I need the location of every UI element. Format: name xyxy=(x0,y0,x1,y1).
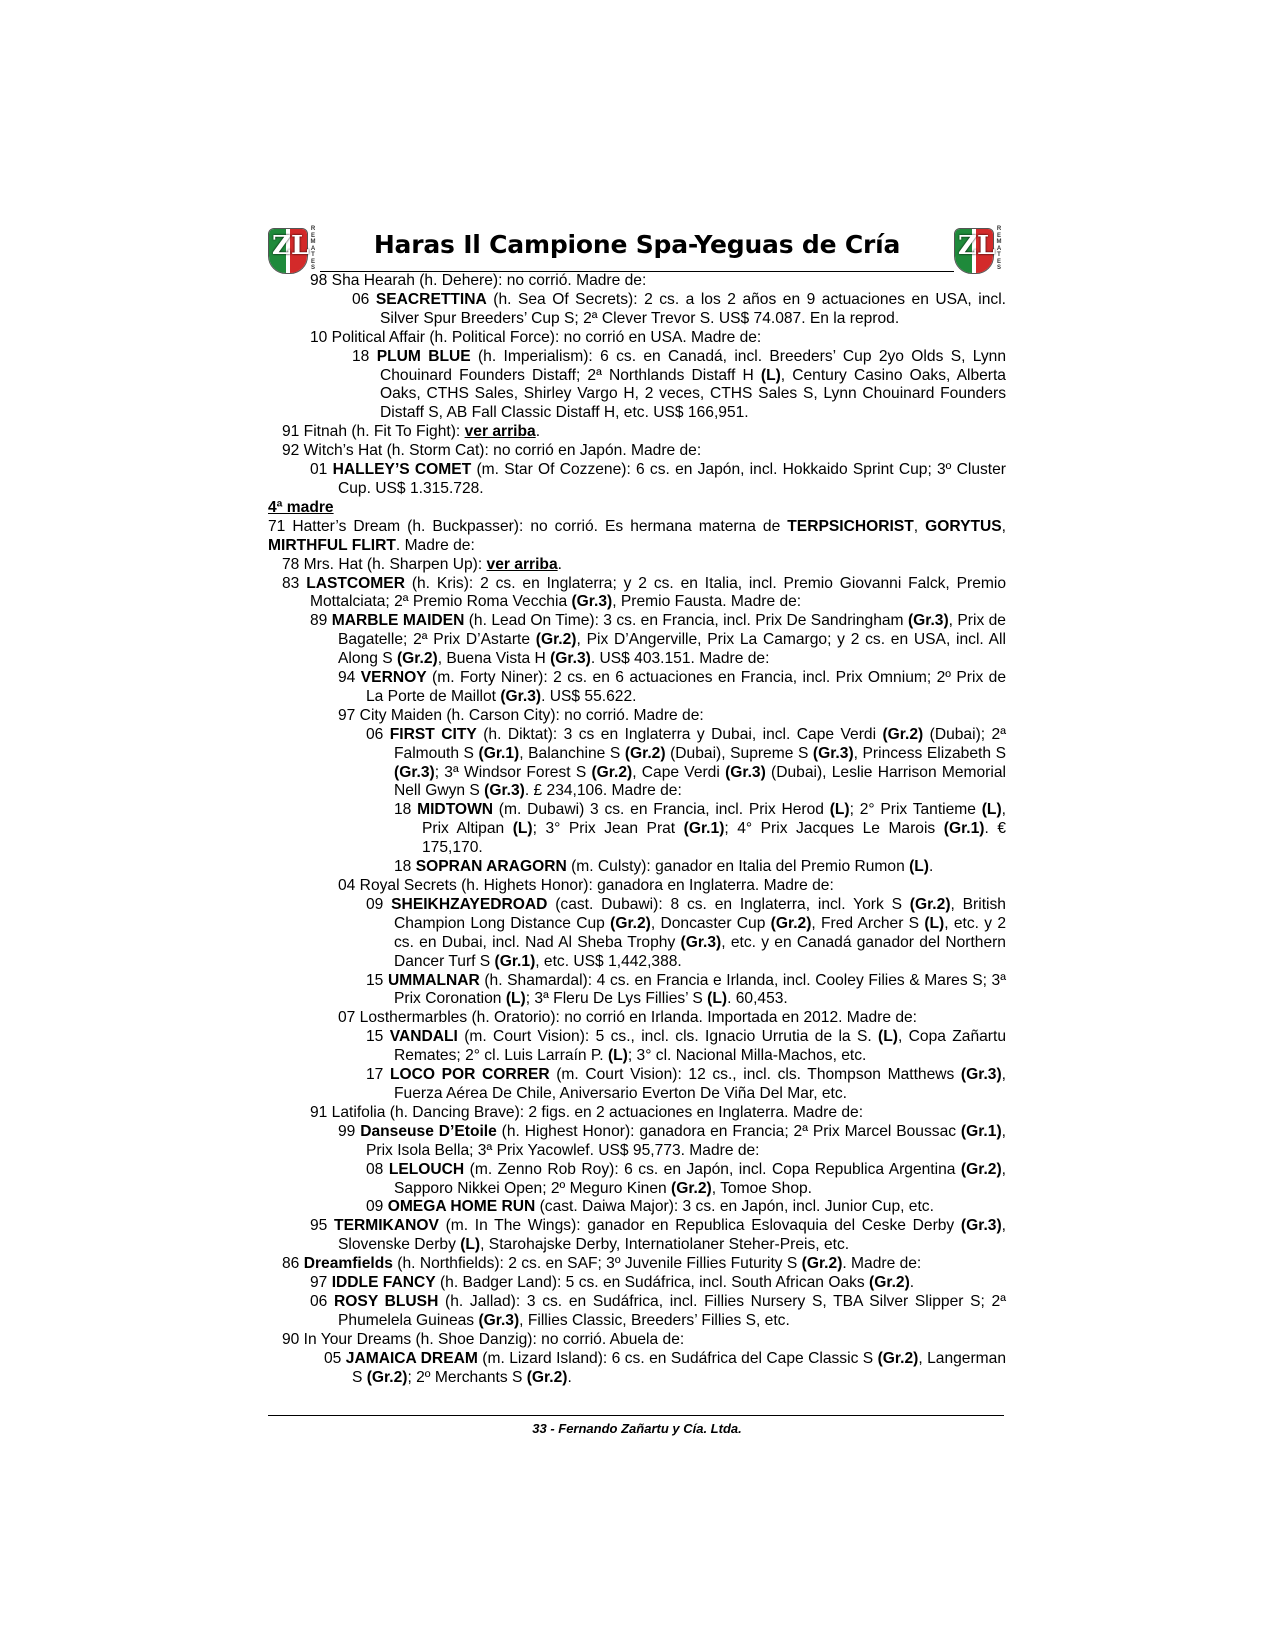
entry-text: (m. Star Of Cozzene): 6 cs. en Japón, incl. Hokkaido Sprint Cup; 3º Cluster Cup. US$ 1.315.728. xyxy=(338,461,1006,497)
horse-name-bold: (Gr.3) xyxy=(907,612,949,630)
horse-name-bold: (Gr.3) xyxy=(960,1066,1002,1084)
entry-text: 06 xyxy=(310,1292,335,1310)
entry-text: , Langerman S xyxy=(352,1349,1006,1386)
horse-name-bold: (Gr.2) xyxy=(909,895,951,913)
horse-name-bold: (Gr.2) xyxy=(366,1368,408,1386)
entry-text: , Slovenske Derby xyxy=(338,1217,1006,1254)
entry-text: (m. Zenno Rob Roy): 6 cs. en Japón, incl. Copa Republica Argentina xyxy=(464,1160,961,1178)
entry-text: 99 xyxy=(338,1122,361,1140)
pedigree-entry xyxy=(268,1274,1006,1293)
horse-name-bold: (Gr.3) xyxy=(550,650,591,668)
horse-name-bold: (Gr.2) xyxy=(610,914,651,932)
pedigree-entry xyxy=(268,1161,1006,1199)
pedigree-entry xyxy=(268,1198,1006,1217)
entry-text: , Fillies Classic, Breeders’ Fillies S, etc. xyxy=(519,1311,790,1329)
entry-text: (h. Lead On Time): 3 cs. en Francia, incl. Prix De Sandringham xyxy=(464,612,908,630)
horse-name-bold: (Gr.3) xyxy=(571,593,613,611)
horse-name-bold: (Gr.3) xyxy=(960,1217,1002,1235)
horse-name-bold: (Gr.3) xyxy=(680,933,722,951)
horse-name-bold: UMMALNAR xyxy=(387,971,480,989)
entry-text: 17 xyxy=(366,1066,390,1084)
underlined-label: 4ª madre xyxy=(268,498,334,516)
horse-name-bold: (Gr.2) xyxy=(770,914,812,932)
horse-name-bold: (L) xyxy=(981,801,1002,819)
entry-text: 92 Witch’s Hat (h. Storm Cat): no corrió en Japón. Madre de: xyxy=(282,442,702,460)
horse-name-bold: (Gr.2) xyxy=(624,744,666,762)
pedigree-entry xyxy=(268,499,1006,518)
entry-text: 06 xyxy=(352,290,376,308)
pedigree-entry xyxy=(268,272,1006,291)
entry-text: 83 xyxy=(282,574,307,592)
entry-text: (h. Diktat): 3 cs en Inglaterra y Dubai, incl. Cape Verdi xyxy=(476,725,883,743)
entry-text: . xyxy=(557,555,562,573)
horse-name-bold: GORYTUS xyxy=(925,517,1002,535)
horse-name-bold: MARBLE MAIDEN xyxy=(331,612,465,630)
horse-name-bold: (Gr.2) xyxy=(526,1368,568,1386)
entry-text: , xyxy=(1001,517,1006,535)
entry-text: ; 3° Prix Jean Prat xyxy=(532,820,684,838)
pedigree-entry xyxy=(268,707,1006,726)
entry-text: 97 xyxy=(310,1274,332,1292)
entry-text: . € 175,170. xyxy=(422,820,1006,857)
page-header xyxy=(268,226,1006,274)
entry-text: , Fuerza Aérea De Chile, Aniversario Everton De Viña Del Mar, etc. xyxy=(394,1066,1006,1102)
horse-name-bold: ROSY BLUSH xyxy=(334,1292,439,1310)
entry-text: (m. Lizard Island): 6 cs. en Sudáfrica del Cape Classic S xyxy=(477,1349,878,1367)
horse-name-bold: FIRST CITY xyxy=(389,725,477,743)
pedigree-entry xyxy=(268,518,1006,556)
entry-text: 07 Losthermarbles (h. Oratorio): no corrió en Irlanda. Importada en 2012. Madre de: xyxy=(338,1009,918,1027)
page-title: Haras Il Campione Spa-Yeguas de Cría xyxy=(373,230,901,259)
horse-name-bold: (Gr.2) xyxy=(535,631,577,649)
horse-name-bold: (Gr.2) xyxy=(396,650,438,668)
entry-text: , Prix Isola Bella; 3ª Prix Yacowlef. US$ 95,773. Madre de: xyxy=(366,1122,1006,1159)
pedigree-entry xyxy=(268,1331,1006,1350)
entry-text: ; 2º Merchants S xyxy=(407,1368,527,1386)
entry-text: (h. Sea Of Secrets): 2 cs. a los 2 años en 9 actuaciones en USA, incl. Silver Spur Breeders’ Cup S; 2ª Clever Trevor S. US$ 74.087. En la reprod. xyxy=(380,290,1006,327)
entry-text: (h. Kris): 2 cs. en Inglaterra; y 2 cs. en Italia, incl. Premio Giovanni Falck, Premio Mottalciata; 2ª Premio Roma Vecchia xyxy=(310,574,1006,611)
entry-text: (m. Forty Niner): 2 cs. en 6 actuaciones en Francia, incl. Prix Omnium; 2º Prix de La Porte de Maillot xyxy=(366,669,1006,705)
entry-text: 09 xyxy=(366,895,392,913)
horse-name-bold: (L) xyxy=(829,801,850,819)
pedigree-entry xyxy=(268,348,1006,424)
pedigree-entry xyxy=(268,858,1006,877)
horse-name-bold: (L) xyxy=(607,1047,628,1065)
horse-name-bold: Dreamfields xyxy=(303,1255,393,1273)
pedigree-entry xyxy=(268,1009,1006,1028)
pedigree-entry xyxy=(268,461,1006,499)
horse-name-bold: VERNOY xyxy=(360,669,427,687)
horse-name-bold: (Gr.1) xyxy=(494,952,536,970)
pedigree-entry xyxy=(268,291,1006,329)
horse-name-bold: (Gr.3) xyxy=(484,782,525,800)
entry-text: (h. Shamardal): 4 cs. en Francia e Irlanda, incl. Cooley Filies & Mares S; 3ª Prix Coronation xyxy=(394,971,1006,1008)
entry-text: , Fred Archer S xyxy=(811,914,925,932)
entry-text: 18 xyxy=(394,858,416,876)
entry-text: . xyxy=(929,858,934,876)
pedigree-entry xyxy=(268,1293,1006,1331)
entry-text: (cast. Daiwa Major): 3 cs. en Japón, incl. Junior Cup, etc. xyxy=(535,1198,934,1216)
entry-text: (m. Court Vision): 12 cs., incl. cls. Thompson Matthews xyxy=(549,1066,961,1084)
horse-name-bold: (Gr.3) xyxy=(725,763,766,781)
pedigree-entry xyxy=(268,1104,1006,1123)
horse-name-bold: SEACRETTINA xyxy=(375,290,487,308)
entry-text: (h. Highest Honor): ganadora en Francia; 2ª Prix Marcel Boussac xyxy=(496,1122,961,1140)
pedigree-entry xyxy=(268,1350,1006,1388)
entry-text: . xyxy=(909,1274,915,1292)
entry-text: . Madre de: xyxy=(842,1255,922,1273)
entry-text: 95 xyxy=(310,1217,335,1235)
entry-text: 15 xyxy=(366,971,388,989)
entry-text: 98 Sha Hearah (h. Dehere): no corrió. Madre de: xyxy=(310,272,647,289)
footer-rule xyxy=(268,1415,1004,1416)
pedigree-entry xyxy=(268,442,1006,461)
horse-name-bold: (Gr.2) xyxy=(801,1255,843,1273)
horse-name-bold: (Gr.3) xyxy=(478,1311,520,1329)
entry-text: , etc. y en Canadá ganador del Northern Dancer Turf S xyxy=(394,933,1006,970)
horse-name-bold: VANDALI xyxy=(389,1028,458,1046)
entry-text: 71 Hatter’s Dream (h. Buckpasser): no corrió. Es hermana materna de xyxy=(268,517,788,535)
entry-text: , Prix Altipan xyxy=(422,801,1006,838)
horse-name-bold: IDDLE FANCY xyxy=(331,1274,436,1292)
pedigree-entry xyxy=(268,726,1006,802)
entry-text: , Pix D’Angerville, Prix La Camargo; y 2 cs. en USA, incl. All Along S xyxy=(338,631,1006,668)
horse-name-bold: (L) xyxy=(505,990,526,1008)
entry-text: , xyxy=(913,517,926,535)
horse-name-bold: (Gr.3) xyxy=(500,687,542,705)
entry-text: 91 Latifolia (h. Dancing Brave): 2 figs. en 2 actuaciones en Inglaterra. Madre de: xyxy=(310,1103,864,1121)
entry-text: ; 3ª Fleru De Lys Fillies’ S xyxy=(525,990,708,1008)
pedigree-text xyxy=(268,272,1006,1387)
horse-name-bold: (L) xyxy=(878,1028,898,1046)
entry-text: , etc. y 2 cs. en Dubai, incl. Nad Al Sheba Trophy xyxy=(394,914,1007,951)
horse-name-bold: (Gr.1) xyxy=(683,820,725,838)
horse-name-bold: HALLEY’S COMET xyxy=(332,461,472,479)
horse-name-bold: SOPRAN ARAGORN xyxy=(415,858,567,876)
horse-name-bold: (Gr.2) xyxy=(877,1349,919,1367)
pedigree-entry xyxy=(268,612,1006,669)
horse-name-bold: TERPSICHORIST xyxy=(787,517,914,535)
logo-letters: ZL xyxy=(958,231,996,261)
horse-name-bold: Danseuse D’Etoile xyxy=(360,1122,497,1140)
entry-text: (m. Culsty): ganador en Italia del Premio Rumon xyxy=(566,858,910,876)
entry-text: (h. Badger Land): 5 cs. en Sudáfrica, incl. South African Oaks xyxy=(435,1274,870,1292)
entry-text: 89 xyxy=(310,612,332,630)
horse-name-bold: (L) xyxy=(460,1236,481,1254)
entry-text: ; 3° cl. Nacional Milla-Machos, etc. xyxy=(627,1047,867,1065)
horse-name-bold: MIRTHFUL FLIRT xyxy=(268,536,396,554)
entry-text: 91 Fitnah (h. Fit To Fight): xyxy=(282,423,465,441)
horse-name-bold: (Gr.1) xyxy=(478,744,520,762)
entry-text: 90 In Your Dreams (h. Shoe Danzig): no corrió. Abuela de: xyxy=(282,1330,685,1348)
entry-text: , Balanchine S xyxy=(519,744,625,762)
underlined-label: ver arriba xyxy=(486,555,558,573)
pedigree-entry xyxy=(268,801,1006,858)
pedigree-entry xyxy=(268,1217,1006,1255)
entry-text: (Dubai), Supreme S xyxy=(665,744,813,762)
entry-text: . xyxy=(535,423,541,441)
entry-text: . Madre de: xyxy=(395,536,475,554)
entry-text: 08 xyxy=(366,1160,389,1178)
entry-text: , Tomoe Shop. xyxy=(711,1179,813,1197)
entry-text: ; 4° Prix Jacques Le Marois xyxy=(724,820,944,838)
entry-text: 86 xyxy=(282,1255,304,1273)
entry-text: 15 xyxy=(366,1028,390,1046)
horse-name-bold: (L) xyxy=(909,858,929,876)
entry-text: (Dubai), Leslie Harrison Memorial Nell Gwyn S xyxy=(394,763,1006,800)
pedigree-entry xyxy=(268,423,1006,442)
entry-text: 18 xyxy=(352,347,377,365)
entry-text: 94 xyxy=(338,669,361,687)
entry-text: (m. In The Wings): ganador en Republica Eslovaquia del Ceske Derby xyxy=(438,1217,961,1235)
pedigree-entry xyxy=(268,1255,1006,1274)
horse-name-bold: (Gr.3) xyxy=(394,763,435,781)
horse-name-bold: (Gr.3) xyxy=(812,744,854,762)
entry-text: 06 xyxy=(366,725,390,743)
pedigree-entry xyxy=(268,669,1006,707)
entry-text: ; 2° Prix Tantieme xyxy=(849,801,982,819)
horse-name-bold: OMEGA HOME RUN xyxy=(387,1198,536,1216)
entry-text: . xyxy=(567,1368,572,1386)
pedigree-entry xyxy=(268,1028,1006,1066)
horse-name-bold: (L) xyxy=(760,366,781,384)
horse-name-bold: (Gr.2) xyxy=(882,725,924,743)
horse-name-bold: (Gr.2) xyxy=(960,1160,1002,1178)
pedigree-entry xyxy=(268,877,1006,896)
horse-name-bold: PLUM BLUE xyxy=(376,347,471,365)
horse-name-bold: (L) xyxy=(924,914,945,932)
entry-text: 04 Royal Secrets (h. Highets Honor): ganadora en Inglaterra. Madre de: xyxy=(338,877,834,894)
horse-name-bold: TERMIKANOV xyxy=(334,1217,439,1235)
entry-text: (m. Dubawi) 3 cs. en Francia, incl. Prix Herod xyxy=(493,801,830,819)
pedigree-entry xyxy=(268,1066,1006,1104)
horse-name-bold: LOCO POR CORRER xyxy=(389,1066,550,1084)
horse-name-bold: MIDTOWN xyxy=(417,801,494,819)
entry-text: . US$ 403.151. Madre de: xyxy=(590,650,770,668)
logo-side-text: R E M A T E S xyxy=(310,226,316,271)
entry-text: ; 3ª Windsor Forest S xyxy=(434,763,592,781)
horse-name-bold: (L) xyxy=(707,990,728,1008)
entry-text: 01 xyxy=(310,461,333,479)
entry-text: (h. Northfields): 2 cs. en SAF; 3º Juvenile Fillies Futurity S xyxy=(392,1255,802,1273)
entry-text: (h. Jallad): 3 cs. en Sudáfrica, incl. Fillies Nursery S, TBA Silver Slipper S; 2ª Phumelela Guineas xyxy=(338,1292,1006,1329)
entry-text: 09 xyxy=(366,1198,388,1216)
entry-text: 05 xyxy=(324,1349,346,1367)
entry-text: (Dubai); 2ª Falmouth S xyxy=(394,725,1006,762)
entry-text: . 60,453. xyxy=(727,990,788,1008)
logo-letters: ZL xyxy=(272,231,310,261)
underlined-label: ver arriba xyxy=(464,423,536,441)
horse-name-bold: (Gr.2) xyxy=(869,1274,910,1292)
entry-text: (m. Court Vision): 5 cs., incl. cls. Ignacio Urrutia de la S. xyxy=(457,1028,879,1046)
entry-text: , Prix de Bagatelle; 2ª Prix D’Astarte xyxy=(338,612,1006,649)
logo-side-text: R E M A T E S xyxy=(996,226,1002,271)
entry-text: , Sapporo Nikkei Open; 2º Meguro Kinen xyxy=(394,1160,1006,1197)
entry-text: , etc. US$ 1,442,388. xyxy=(535,952,682,970)
horse-name-bold: (Gr.2) xyxy=(591,763,633,781)
entry-text: 10 Political Affair (h. Political Force): no corrió en USA. Madre de: xyxy=(310,328,762,346)
horse-name-bold: LELOUCH xyxy=(388,1160,465,1178)
entry-text: , Cape Verdi xyxy=(632,763,726,781)
entry-text: , Princess Elizabeth S xyxy=(853,744,1006,762)
pedigree-entry xyxy=(268,575,1006,613)
entry-text: (h. Imperialism): 6 cs. en Canadá, incl. Breeders’ Cup 2yo Olds S, Lynn Chouinard Founders Distaff; 2ª Northlands Distaff H xyxy=(380,347,1006,384)
zl-remates-logo-right xyxy=(954,226,1006,274)
entry-text: 78 Mrs. Hat (h. Sharpen Up): xyxy=(282,555,487,573)
entry-text: . US$ 55.622. xyxy=(541,687,637,705)
pedigree-entry xyxy=(268,329,1006,348)
pedigree-entry xyxy=(268,972,1006,1010)
pedigree-entry xyxy=(268,1123,1006,1161)
horse-name-bold: (Gr.1) xyxy=(943,820,985,838)
entry-text: , British Champion Long Distance Cup xyxy=(394,895,1006,932)
entry-text: (cast. Dubawi): 8 cs. en Inglaterra, incl. York S xyxy=(547,895,910,913)
entry-text: , Starohajske Derby, Internatiolaner Steher-Preis, etc. xyxy=(480,1236,850,1254)
horse-name-bold: SHEIKHZAYEDROAD xyxy=(391,895,548,913)
horse-name-bold: JAMAICA DREAM xyxy=(345,1349,478,1367)
pedigree-entry xyxy=(268,896,1006,972)
entry-text: , Doncaster Cup xyxy=(650,914,771,932)
entry-text: 97 City Maiden (h. Carson City): no corrió. Madre de: xyxy=(338,706,704,724)
pedigree-entry xyxy=(268,556,1006,575)
horse-name-bold: LASTCOMER xyxy=(306,574,405,592)
entry-text: . £ 234,106. Madre de: xyxy=(524,782,682,800)
horse-name-bold: (Gr.1) xyxy=(960,1122,1002,1140)
horse-name-bold: (Gr.2) xyxy=(671,1179,712,1197)
page-footer: 33 - Fernando Zañartu y Cía. Ltda. xyxy=(532,1421,742,1436)
entry-text: , Buena Vista H xyxy=(437,650,551,668)
entry-text: , Century Casino Oaks, Alberta Oaks, CTHS Sales, Shirley Vargo H, 2 veces, CTHS Sales S, Lynn Chouinard Founders Distaff S, AB Fall Classic Distaff H, etc. US$ 166,951. xyxy=(380,366,1006,422)
entry-text: , Copa Zañartu Remates; 2° cl. Luis Larraín P. xyxy=(394,1028,1006,1065)
horse-name-bold: (L) xyxy=(512,820,533,838)
entry-text: , Premio Fausta. Madre de: xyxy=(612,593,802,611)
entry-text: 18 xyxy=(394,801,418,819)
